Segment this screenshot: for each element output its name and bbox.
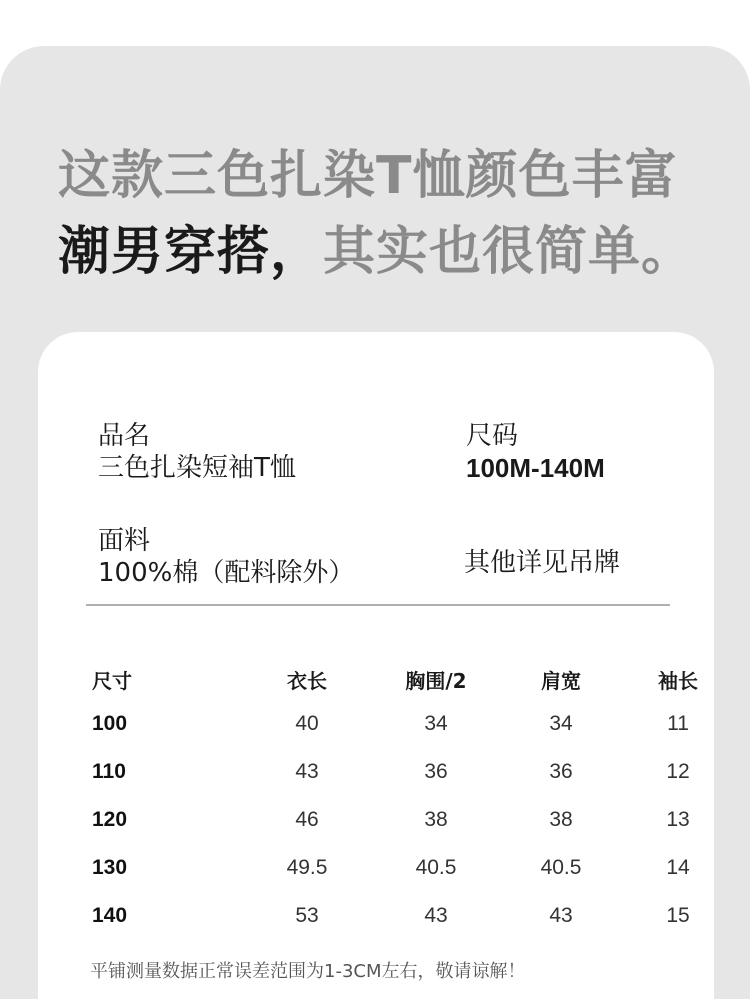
- table-cell: 34: [549, 712, 573, 735]
- table-cell: 15: [666, 904, 690, 927]
- table-row: [38, 796, 734, 844]
- table-cell: 130: [92, 856, 128, 879]
- size-table-header-row: [38, 658, 734, 700]
- table-cell: 38: [549, 808, 573, 831]
- table-row: [38, 892, 734, 940]
- product-name-value: 三色扎染短袖T恤: [98, 453, 296, 483]
- size-info-card: [38, 332, 714, 999]
- table-cell: 12: [666, 760, 690, 783]
- size-range-label: 尺码: [466, 421, 519, 451]
- measurement-note: 平铺测量数据正常误差范围为1-3CM左右，敬请谅解！: [90, 961, 526, 982]
- table-cell: 36: [424, 760, 448, 783]
- column-header-size: 尺寸: [92, 668, 132, 693]
- table-row: [38, 700, 734, 748]
- table-cell: 40.5: [415, 856, 457, 879]
- table-cell: 34: [424, 712, 448, 735]
- headline-line-2-dark: 潮男穿搭，: [58, 222, 324, 282]
- table-row: [38, 748, 734, 796]
- column-header-sleeve: 袖长: [658, 668, 698, 693]
- table-cell: 110: [92, 760, 126, 783]
- table-row: [38, 844, 734, 892]
- size-table: [38, 658, 734, 940]
- table-cell: 40: [295, 712, 319, 735]
- other-info-text: 其他详见吊牌: [464, 548, 621, 578]
- product-name-label: 品名: [98, 421, 151, 451]
- table-cell: 43: [295, 760, 319, 783]
- table-cell: 46: [295, 808, 319, 831]
- divider: [86, 604, 670, 606]
- table-cell: 53: [295, 904, 319, 927]
- table-cell: 14: [666, 856, 690, 879]
- table-cell: 100: [92, 712, 128, 735]
- table-cell: 120: [92, 808, 128, 831]
- table-cell: 36: [549, 760, 573, 783]
- table-cell: 38: [424, 808, 448, 831]
- column-header-length: 衣长: [287, 668, 327, 693]
- product-name-block: [98, 420, 296, 484]
- headline-line-2: [58, 222, 728, 282]
- column-header-half-chest: 胸围/2: [405, 668, 467, 693]
- table-cell: 49.5: [286, 856, 328, 879]
- size-range-block: [466, 420, 605, 484]
- size-range-value: 100M-140M: [466, 453, 605, 483]
- fabric-label: 面料: [98, 526, 151, 556]
- fabric-value: 100%棉（配料除外）: [98, 558, 355, 588]
- fabric-block: [98, 525, 354, 589]
- table-cell: 43: [424, 904, 448, 927]
- headline-line-2-gray: 其实也很简单。: [323, 222, 695, 282]
- table-cell: 43: [549, 904, 573, 927]
- table-cell: 40.5: [540, 856, 582, 879]
- table-cell: 11: [667, 712, 689, 735]
- table-cell: 140: [92, 904, 128, 927]
- headline-line-1: 这款三色扎染T恤颜色丰富: [58, 146, 678, 206]
- column-header-shoulder: 肩宽: [541, 668, 581, 693]
- table-cell: 13: [666, 808, 690, 831]
